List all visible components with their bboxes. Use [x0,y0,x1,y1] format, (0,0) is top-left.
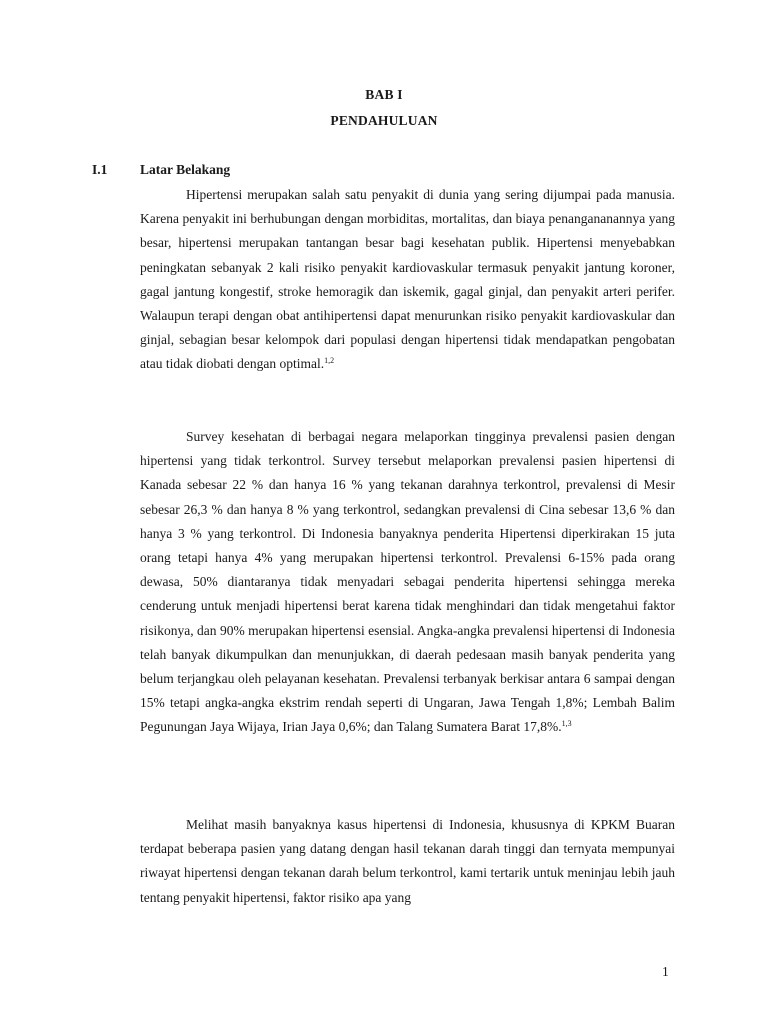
reference-superscript: 1,2 [324,356,335,366]
page-number: 1 [662,964,669,979]
paragraph [140,813,675,910]
section-title: Latar Belakang [140,162,231,177]
section-heading [92,162,230,178]
chapter-title: PENDAHULUAN [330,113,438,128]
paragraph [140,183,675,377]
section-number: I.1 [92,162,108,177]
paragraph [140,425,675,740]
reference-superscript: 1,3 [561,719,572,729]
paragraph-text: Melihat masih banyaknya kasus hipertensi di Indonesia, khususnya di KPKM Buaran terdapat beberapa pasien yang datang dengan hasil tekanan darah tinggi dan ternyata mempunyai riwayat hipertensi dengan tekanan darah belum terkontrol, kami tertarik untuk meninjau lebih jauh tentang penyakit hipertensi, faktor risiko apa yang [140,817,675,905]
paragraph-text: Survey kesehatan di berbagai negara melaporkan tingginya prevalensi pasien dengan hipertensi yang tidak terkontrol. Survey tersebut melaporkan prevalensi pasien hipertensi di Kanada sebesar 22 % dan hanya 16 % yang tekanan darahnya terkontrol, prevalensi di Mesir sebesar 26,3 % dan hanya 8 % yang terkontrol, sedangkan prevalensi di Cina sebesar 13,6 % dan hanya 3 % yang terkontrol. Di Indonesia banyaknya penderita Hipertensi diperkirakan 15 juta orang tetapi hanya 4% yang merupakan hipertensi terkontrol. Prevalensi 6-15% pada orang dewasa, 50% diantaranya tidak menyadari sebagai penderita hipertensi sehingga mereka cenderung untuk menjadi hipertensi berat karena tidak menghindari dan tidak mengetahui faktor risikonya, dan 90% merupakan hipertensi esensial. Angka-angka prevalensi hipertensi di Indonesia telah banyak dikumpulkan dan menunjukkan, di daerah pedesaan masih banyak penderita yang belum terjangkau oleh pelayanan kesehatan. Prevalensi terbanyak berkisar antara 6 sampai dengan 15% tetapi angka-angka ekstrim rendah seperti di Ungaran, Jawa Tengah 1,8%; Lembah Balim Pegunungan Jaya Wijaya, Irian Jaya 0,6%; dan Talang Sumatera Barat 17,8%. [140,429,675,735]
paragraph-text: Hipertensi merupakan salah satu penyakit di dunia yang sering dijumpai pada manusia. Karena penyakit ini berhubungan dengan morbiditas, mortalitas, dan biaya penangananannya yang besar, hipertensi merupakan tantangan besar bagi kesehatan publik. Hipertensi menyebabkan peningkatan sebanyak 2 kali risiko penyakit kardiovaskular termasuk penyakit jantung koroner, gagal jantung kongestif, stroke hemoragik dan iskemik, gagal ginjal, dan penyakit arteri perifer. Walaupun terapi dengan obat antihipertensi dapat menurunkan risiko penyakit kardiovaskular dan ginjal, sebagian besar kelompok dari populasi dengan hipertensi tidak mendapatkan pengobatan atau tidak diobati dengan optimal. [140,187,675,372]
chapter-label: BAB I [365,87,403,102]
